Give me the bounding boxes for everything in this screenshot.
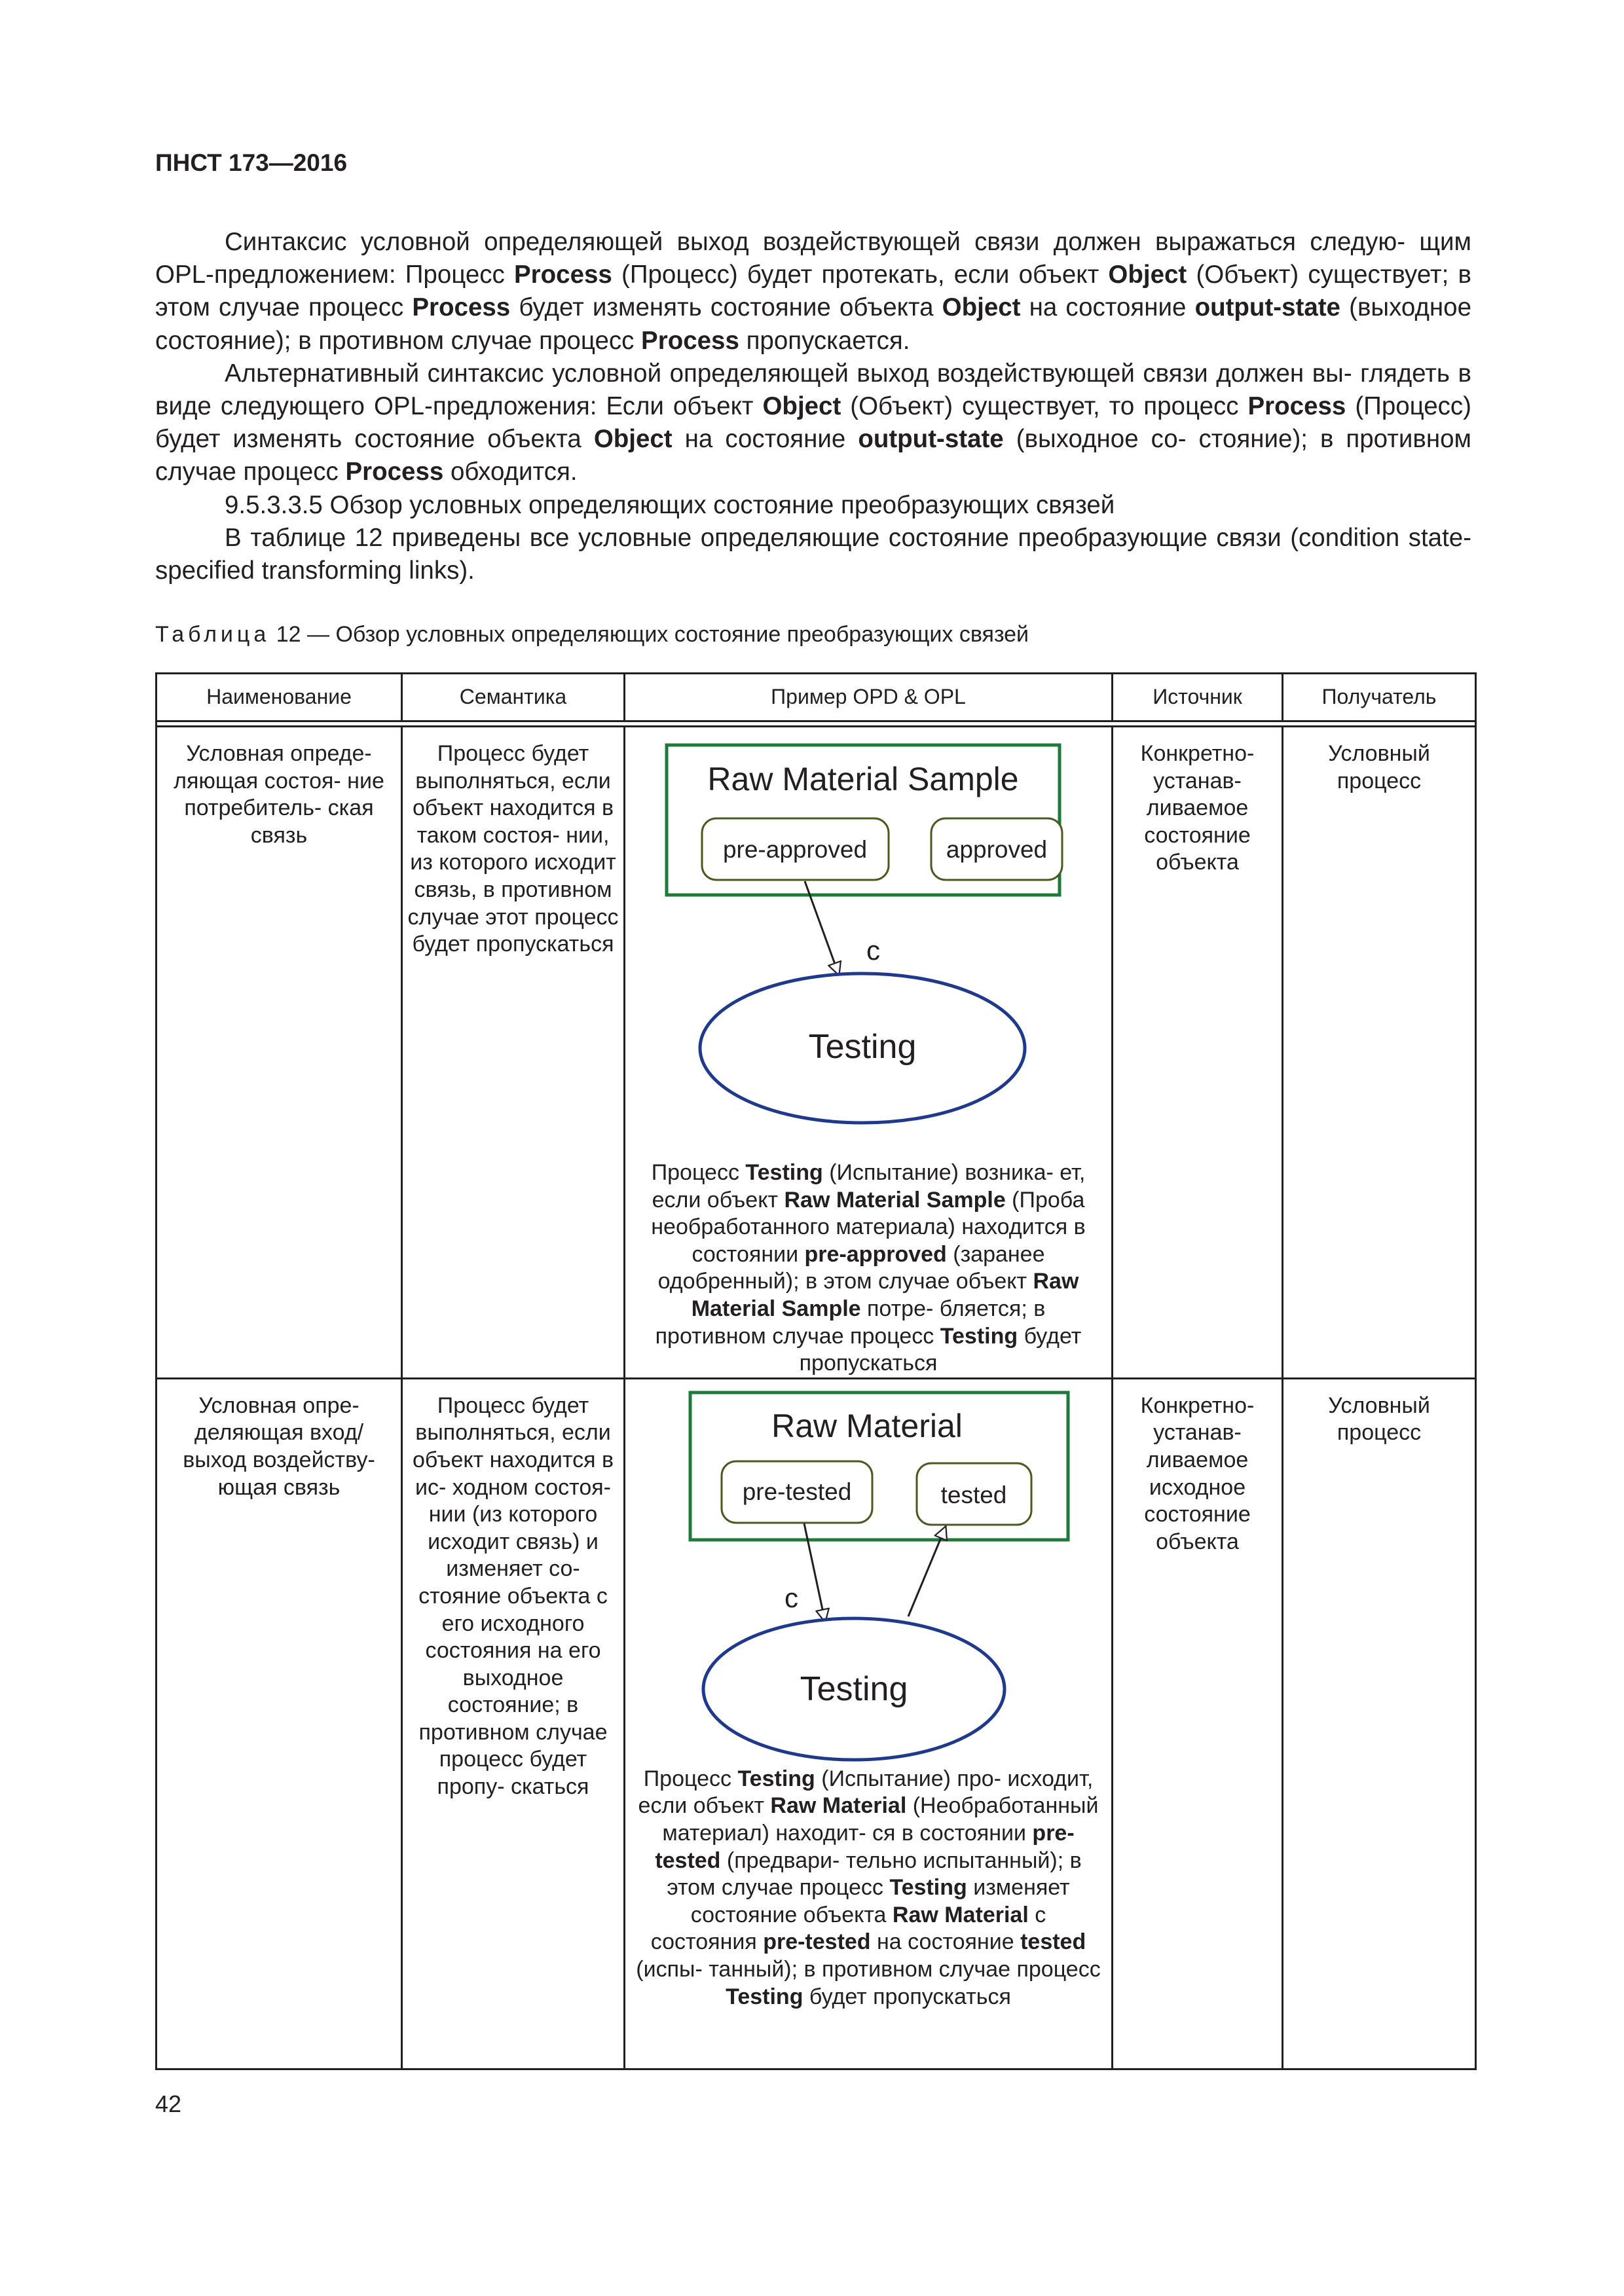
bold-term: Object	[1108, 261, 1187, 289]
col-header-name: Наименование	[157, 674, 402, 721]
bold-term: Object	[942, 293, 1021, 322]
row-semantics-cell	[402, 1378, 625, 2069]
table-caption-text: 12 — Обзор условных определяющих состояние преобразующих связей	[270, 622, 1029, 647]
bold-term: Raw Material Sample	[691, 1269, 1079, 1321]
state-label: tested	[940, 1481, 1006, 1508]
bold-term: Object	[593, 425, 673, 454]
row-source: Конкретно- устанав- ливаемое исходное состояние объекта	[1140, 1393, 1255, 1554]
page-number: 42	[155, 2090, 182, 2117]
row-source-cell	[1113, 727, 1283, 1379]
paragraph-1: Синтаксис условной определяющей выход воздействующей связи должен выражаться следую- щим OPL-предложением: Процесс Process (Процесс) будет протекать, если объект Object (Объект) существует; в этом случае процесс Process будет изменять состояние объекта Object на состояние output-state (выходное состояние); в противном случае процесс Process пропускается.	[155, 228, 1472, 355]
document-header: ПНСТ 173—2016	[155, 149, 348, 176]
bold-term: Testing	[745, 1160, 823, 1185]
paragraph-3: В таблице 12 приведены все условные определяющие состояние преобразующие связи (condition state-specified transforming links).	[155, 523, 1471, 585]
link-label: c	[784, 1582, 798, 1613]
row-target-cell	[1283, 727, 1476, 1379]
row-semantics-cell	[402, 727, 625, 1379]
link-label: c	[866, 935, 880, 966]
col-header-semantics: Семантика	[402, 674, 625, 721]
bold-term: Process	[641, 326, 739, 355]
bold-term: Raw Material	[892, 1902, 1029, 1927]
row-target: Условный процесс	[1328, 1393, 1430, 1446]
bold-term: pre-approved	[804, 1241, 947, 1267]
table-caption-label: Таблица	[155, 622, 270, 647]
bold-term: Testing	[726, 1984, 803, 2009]
opl-sentence: Процесс Testing (Испытание) возника- ет, если объект Raw Material Sample (Проба необработанного материала) находится в состоянии pre-approved (заранее одобренный); в этом случае объект Raw Material Sample потре- бляется; в противном случае процесс Testing будет пропускаться	[651, 1160, 1086, 1376]
table-caption	[155, 622, 1029, 647]
bold-term: Raw Material Sample	[784, 1187, 1006, 1212]
table-separator	[157, 721, 1476, 727]
col-header-target: Получатель	[1283, 674, 1476, 721]
process-label: Testing	[800, 1669, 908, 1708]
state-label: approved	[946, 836, 1047, 863]
bold-term: Testing	[889, 1875, 967, 1901]
body-text	[155, 226, 1471, 587]
row-target-cell	[1283, 1378, 1476, 2069]
paragraph-2: Альтернативный синтаксис условной определяющей выход воздействующей связи должен вы- глядеть в виде следующего OPL-предложения: Если объект Object (Объект) существует, то процесс Process (Процесс) будет изменять состояние объекта Object на состояние output-state (выходное со- стояние); в противном случае процесс Process обходится.	[155, 359, 1471, 486]
col-header-example: Пример OPD & OPL	[625, 674, 1113, 721]
bold-term: Raw Material	[770, 1793, 907, 1819]
row-name-cell	[157, 1378, 402, 2069]
opd-diagram-affect	[630, 1379, 1107, 1766]
opl-sentence: Процесс Testing (Испытание) про- исходит, если объект Raw Material (Необработанный материал) находит- ся в состоянии pre-tested (предвари- тельно испытанный); в этом случае процесс Testing изменяет состояние объекта Raw Material с состояния pre-tested на состояние tested (испы- танный); в противном случае процесс Testing будет пропускаться	[636, 1766, 1101, 2009]
bold-term: pre-tested	[763, 1929, 871, 1955]
state-label: pre-tested	[742, 1478, 851, 1505]
row-name: Условная опреде- ляющая состоя- ние потребитель- ская связь	[174, 741, 384, 848]
row-source: Конкретно- устанав- ливаемое состояние объекта	[1140, 741, 1255, 875]
bold-term: tested	[1020, 1929, 1086, 1955]
bold-term: Process	[1247, 392, 1346, 421]
opd-diagram-consumption	[630, 727, 1107, 1159]
row-source-cell	[1113, 1378, 1283, 2069]
process-label: Testing	[808, 1028, 916, 1066]
bold-term: Process	[345, 458, 444, 486]
row-example-cell	[625, 1378, 1113, 2069]
bold-term: Object	[762, 392, 841, 421]
bold-term: Testing	[940, 1323, 1018, 1349]
row-name: Условная опре- деляющая вход/ выход воздейству- ющая связь	[183, 1393, 375, 1500]
section-heading: 9.5.3.3.5 Обзор условных определяющих состояние преобразующих связей	[225, 490, 1115, 519]
bold-term: pre-tested	[655, 1820, 1075, 1873]
object-label: Raw Material	[771, 1407, 963, 1444]
row-semantics: Процесс будет выполняться, если объект находится в таком состоя- нии, из которого исходит связь, в противном случае этот процесс будет пропускаться	[407, 741, 619, 957]
state-label: pre-approved	[722, 836, 867, 863]
table-row	[157, 727, 1476, 1379]
table-header-row	[157, 674, 1476, 721]
bold-term: Testing	[737, 1766, 815, 1791]
bold-term: Process	[412, 293, 511, 322]
bold-term: output-state	[858, 425, 1004, 454]
object-label: Raw Material Sample	[707, 761, 1019, 797]
bold-term: Process	[513, 261, 612, 289]
table-12	[155, 672, 1477, 2070]
table-row	[157, 1378, 1476, 2069]
row-name-cell	[157, 727, 402, 1379]
col-header-source: Источник	[1113, 674, 1283, 721]
row-target: Условный процесс	[1328, 741, 1430, 793]
bold-term: output-state	[1194, 293, 1340, 322]
row-example-cell	[625, 727, 1113, 1379]
row-semantics: Процесс будет выполняться, если объект находится в ис- ходном состоя- нии (из которого исходит связь) и изменяет со- стояние объекта с его исходного состояния на его выходное состояние; в противном случае процесс будет пропу- скаться	[412, 1393, 614, 1800]
